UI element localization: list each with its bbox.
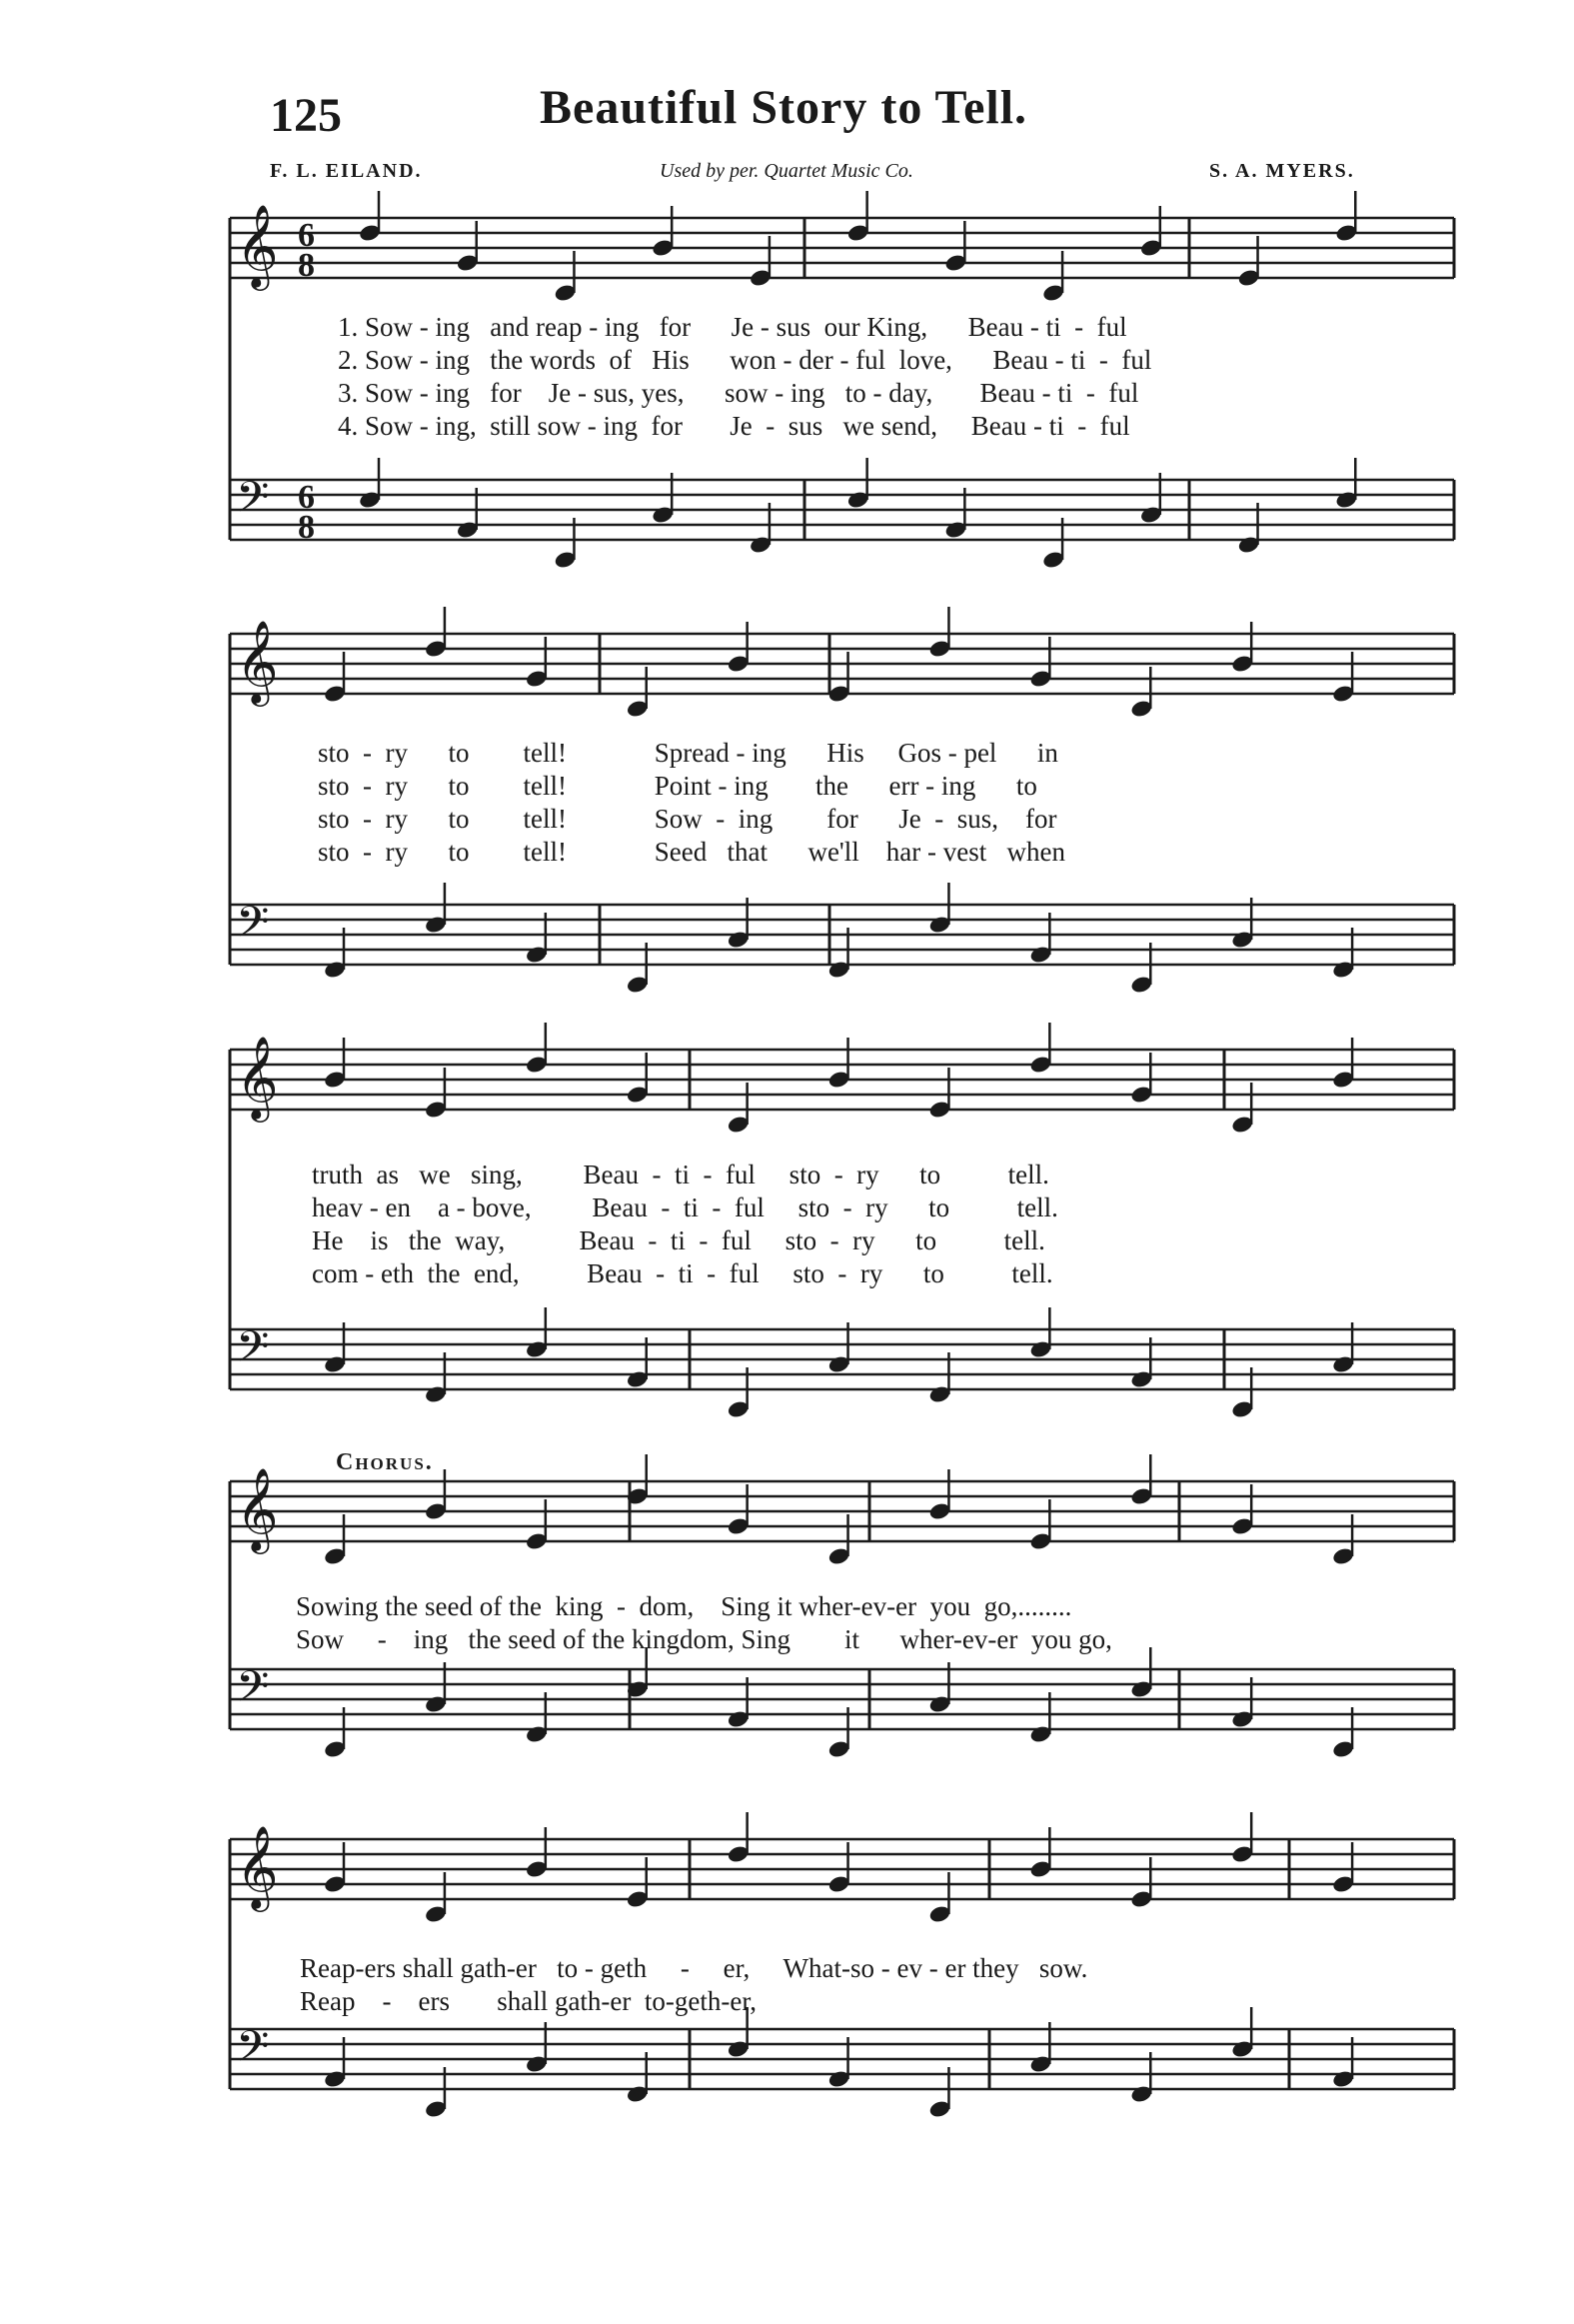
lyric-line: sto - ry to tell! Seed that we'll har - vest when	[318, 837, 1065, 867]
lyric-line: sto - ry to tell! Point - ing the err - ing to	[318, 771, 1037, 801]
treble-clef-icon: 𝄞	[236, 619, 279, 703]
permission-credit: Used by per. Quartet Music Co.	[660, 160, 913, 182]
treble-clef-icon: 𝄞	[236, 203, 279, 287]
lyric-line: 3. Sow - ing for Je - sus, yes, sow - ing to - day, Beau - ti - ful	[338, 378, 1139, 408]
lyric-line: Reap-ers shall gath-er to - geth - er, What-so - ev - er they sow.	[300, 1953, 1088, 1983]
treble-clef-icon: 𝄞	[236, 1824, 279, 1908]
time-signature-top: 6	[298, 479, 315, 516]
treble-clef-icon: 𝄞	[236, 1466, 279, 1550]
bass-clef-icon: 𝄢	[236, 473, 270, 533]
lyric-line: Sowing the seed of the king - dom, Sing it wher-ev-er you go,........	[296, 1591, 1072, 1621]
lyric-line: Reap - ers shall gath-er to-geth-er,	[300, 1986, 758, 2016]
words-credit: F. L. EILAND.	[270, 160, 423, 182]
time-signature-top: 6	[298, 217, 315, 254]
time-signature-bottom: 8	[298, 509, 315, 546]
lyric-line: sto - ry to tell! Sow - ing for Je - sus, for	[318, 804, 1057, 834]
lyric-line: com - eth the end, Beau - ti - ful sto - ry to tell.	[312, 1258, 1053, 1288]
bass-clef-icon: 𝄢	[236, 1322, 270, 1382]
lyric-line: He is the way, Beau - ti - ful sto - ry to tell.	[312, 1225, 1045, 1255]
chorus-label: Chorus.	[336, 1449, 434, 1475]
music-credit: S. A. MYERS.	[1209, 160, 1355, 182]
bass-clef-icon: 𝄢	[236, 2022, 270, 2082]
lyric-line: truth as we sing, Beau - ti - ful sto - ry to tell.	[312, 1160, 1049, 1189]
hymn-title: Beautiful Story to Tell.	[540, 81, 1028, 134]
hymn-number: 125	[270, 89, 342, 142]
lyric-line: 4. Sow - ing, still sow - ing for Je - sus we send, Beau - ti - ful	[338, 411, 1130, 441]
treble-clef-icon: 𝄞	[236, 1035, 279, 1119]
lyric-line: Sow - ing the seed of the kingdom, Sing it wher-ev-er you go,	[296, 1624, 1112, 1654]
lyric-line: 1. Sow - ing and reap - ing for Je - sus our King, Beau - ti - ful	[338, 312, 1127, 342]
time-signature-bottom: 8	[298, 247, 315, 284]
lyric-line: 2. Sow - ing the words of His won - der - ful love, Beau - ti - ful	[338, 345, 1152, 375]
lyric-line: heav - en a - bove, Beau - ti - ful sto - ry to tell.	[312, 1192, 1058, 1222]
lyric-line: sto - ry to tell! Spread - ing His Gos - pel in	[318, 738, 1058, 768]
bass-clef-icon: 𝄢	[236, 898, 270, 958]
bass-clef-icon: 𝄢	[236, 1662, 270, 1722]
